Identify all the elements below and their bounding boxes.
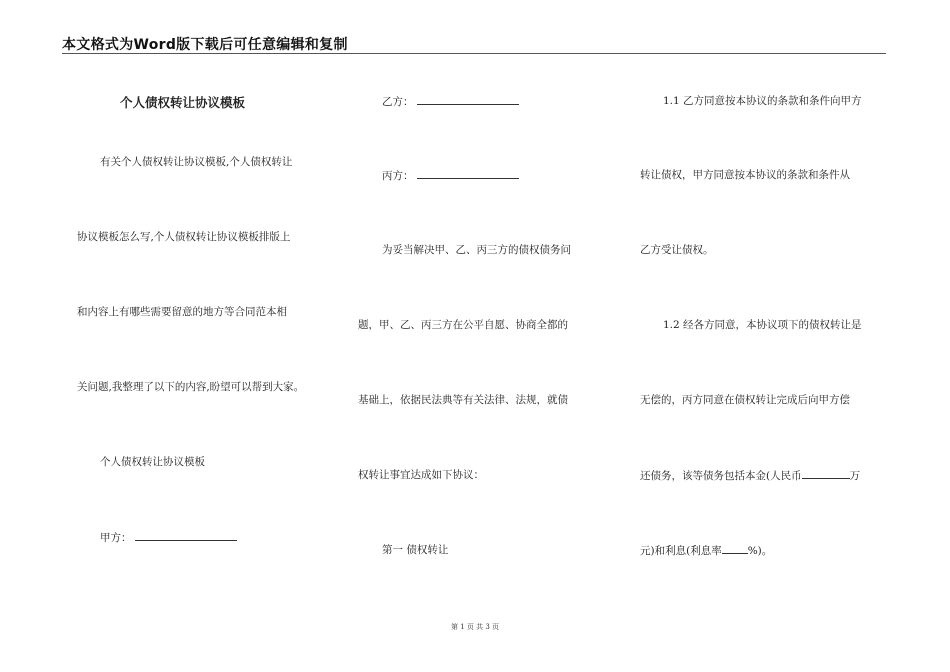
paragraph-line: 基础上，依据民法典等有关法律、法规，就债	[358, 394, 568, 406]
header-divider	[62, 53, 886, 54]
paragraph-line: 权转让事宜达成如下协议：	[358, 469, 484, 481]
principal-unit: 万	[849, 470, 861, 482]
interest-unit: %)。	[747, 545, 773, 557]
interest-rate-blank	[722, 542, 748, 554]
section-heading: 第一 债权转让	[382, 544, 449, 556]
paragraph-line: 转让债权，甲方同意按本协议的条款和条件从	[640, 169, 850, 181]
document-header: 本文格式为Word版下载后可任意编辑和复制	[62, 37, 348, 53]
principal-amount-blank	[802, 467, 850, 479]
paragraph-line: 有关个人债权转让协议模板,个人债权转让	[100, 156, 293, 168]
party-b-line	[382, 93, 519, 109]
party-c-label: 丙方：	[382, 170, 414, 182]
paragraph-line: 1.1 乙方同意按本协议的条款和条件向甲方	[663, 95, 862, 107]
principal-line	[640, 467, 860, 483]
party-a-line	[100, 529, 237, 545]
paragraph-line: 和内容上有哪些需要留意的地方等合同范本相	[77, 306, 287, 318]
party-b-label: 乙方：	[382, 96, 414, 108]
document-title: 个人债权转让协议模板	[120, 95, 246, 110]
paragraph-line: 关问题,我整理了以下的内容,盼望可以帮到大家。	[77, 381, 305, 393]
interest-line	[640, 542, 772, 558]
party-a-blank	[135, 529, 237, 541]
paragraph-line: 无偿的，丙方同意在债权转让完成后向甲方偿	[640, 394, 850, 406]
party-c-line	[382, 167, 519, 183]
interest-label: 元)和利息(利息率	[640, 545, 722, 557]
paragraph-line: 1.2 经各方同意，本协议项下的债权转让是	[663, 319, 862, 331]
principal-label: 还债务，该等债务包括本金(人民币	[640, 470, 802, 482]
party-b-blank	[417, 93, 519, 105]
paragraph-line: 为妥当解决甲、乙、丙三方的债权债务问	[382, 244, 571, 256]
party-a-label: 甲方：	[100, 532, 132, 544]
page-footer: 第 1 页 共 3 页	[450, 623, 500, 631]
paragraph-line: 题，甲、乙、丙三方在公平自愿、协商全都的	[358, 319, 568, 331]
party-c-blank	[417, 167, 519, 179]
section-heading: 个人债权转让协议模板	[100, 456, 205, 468]
paragraph-line: 乙方受让债权。	[640, 244, 714, 256]
paragraph-line: 协议模板怎么写,个人债权转让协议模板排版上	[77, 231, 291, 243]
